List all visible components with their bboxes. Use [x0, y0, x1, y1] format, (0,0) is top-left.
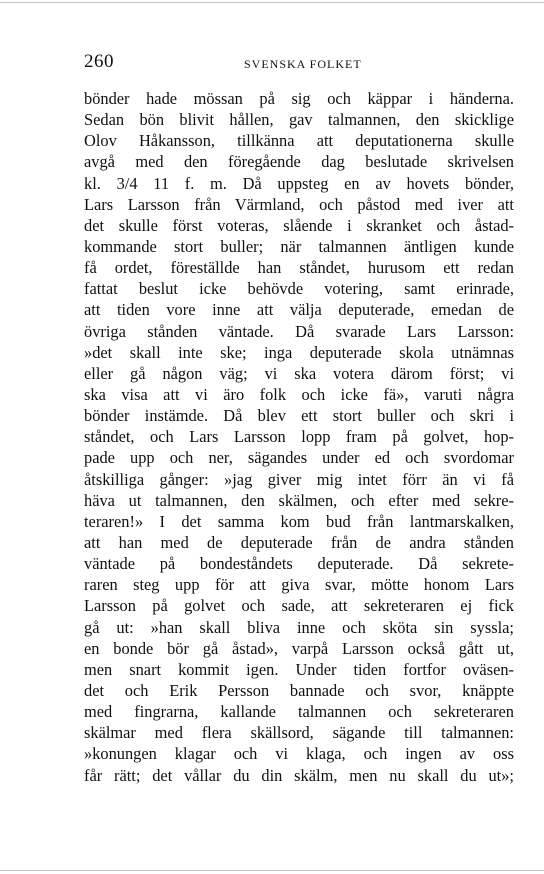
text-line: häva ut talmannen, den skälmen, och efter med sekre-	[84, 490, 514, 510]
text-line: skälmar med flera skällsord, sägande till talmannen:	[84, 723, 514, 743]
text-line: kommande stort buller; när talmannen äntligen kunde	[84, 236, 514, 256]
bottom-edge-line	[0, 870, 544, 871]
text-line: Larsson på golvet och sade, att sekreteraren ej fick	[84, 596, 514, 616]
top-edge-line	[0, 2, 544, 3]
text-line: kl. 3/4 11 f. m. Då uppsteg en av hovets bönder,	[84, 173, 514, 193]
text-line: det skulle först voteras, slående i skranket och åstad-	[84, 215, 514, 235]
page-header	[84, 51, 514, 75]
text-line: väntade på bondeståndets deputerade. Då sekrete-	[84, 554, 514, 574]
text-line: ska visa att vi äro folk och icke fä», varuti några	[84, 384, 514, 404]
text-line: raren steg upp för att giva svar, mötte honom Lars	[84, 575, 514, 595]
text-line: Lars Larsson från Värmland, och påstod med iver att	[84, 194, 514, 214]
text-line: pade upp och ner, sägandes under ed och svordomar	[84, 448, 514, 468]
text-line: fattat beslut icke behövde votering, samt erinrade,	[84, 279, 514, 299]
text-line: en bonde bör gå åstad», varpå Larsson också gått ut,	[84, 638, 514, 658]
running-head: SVENSKA FOLKET	[244, 57, 362, 71]
text-line: åtskilliga gånger: »jag giver mig intet förr än vi få	[84, 469, 514, 489]
text-line: att han med de deputerade från de andra stånden	[84, 532, 514, 552]
text-line: Sedan bön blivit hållen, gav talmannen, den skicklige	[84, 110, 514, 130]
text-line: avgå med den föregående dag beslutade skrivelsen	[84, 152, 514, 172]
text-line: gå ut: »han skall bliva inne och sköta sin syssla;	[84, 617, 514, 637]
text-line: med fingrarna, kallande talmannen och sekreteraren	[84, 702, 514, 722]
text-line: eller gå någon väg; vi ska votera därom först; vi	[84, 363, 514, 383]
text-line: »konungen klagar och vi klaga, och ingen av oss	[84, 744, 514, 764]
text-line: teraren!» I det samma kom bud från lantmarskalken,	[84, 511, 514, 531]
text-line: ståndet, och Lars Larsson lopp fram på golvet, hop-	[84, 427, 514, 447]
text-line: bönder hade mössan på sig och käppar i händerna.	[84, 89, 514, 108]
text-line: men snart kommit igen. Under tiden fortfor oväsen-	[84, 659, 514, 679]
text-line: får rätt; det vållar du din skälm, men nu skall du ut»;	[84, 765, 514, 785]
page-number: 260	[84, 51, 114, 72]
text-line: det och Erik Persson bannade och svor, knäppte	[84, 680, 514, 700]
text-line: »det skall inte ske; inga deputerade skola utnämnas	[84, 342, 514, 362]
text-line: bönder instämde. Då blev ett stort buller och skri i	[84, 406, 514, 426]
text-line: övriga stånden väntade. Då svarade Lars Larsson:	[84, 321, 514, 341]
text-line: att tiden vore inne att välja deputerade, emedan de	[84, 300, 514, 320]
text-line: få ordet, föreställde han ståndet, hurusom ett redan	[84, 258, 514, 278]
body-text	[84, 88, 514, 786]
text-line: Olov Håkansson, tillkänna att deputationerna skulle	[84, 131, 514, 151]
